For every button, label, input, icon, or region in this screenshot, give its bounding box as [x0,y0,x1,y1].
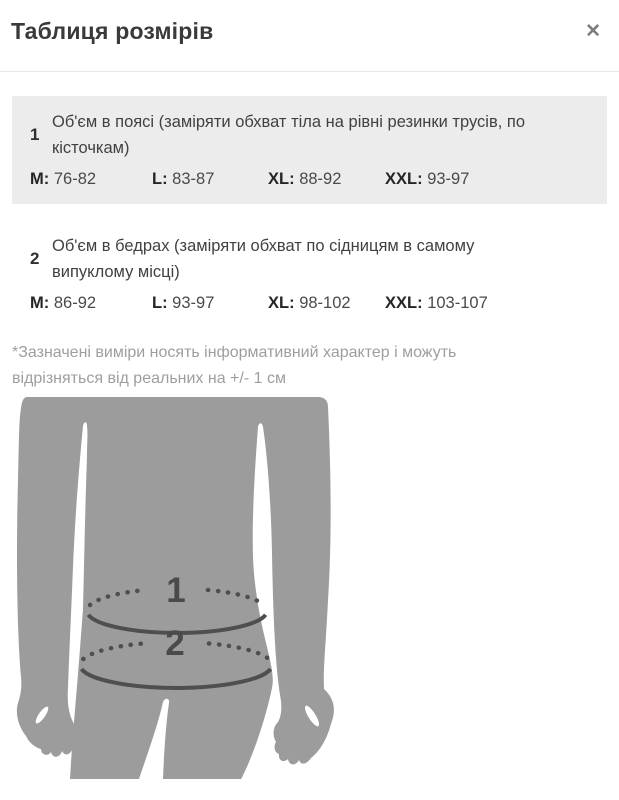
size-cell [385,170,591,189]
measurement-section-waist [12,96,607,204]
page-title: Таблиця розмірів [11,18,214,44]
size-value: 103-107 [427,294,488,312]
measurement-number: 1 [30,125,40,144]
measurement-figure [15,395,338,780]
hip-marker-label: 2 [165,624,185,663]
modal-header [0,0,619,72]
description-line: кісточкам) [52,139,130,157]
size-cell [30,170,152,189]
description-line: Об'єм в бедрах (заміряти обхват по сідницям в самому [52,237,475,255]
size-label: L: [152,170,168,188]
size-value: 86-92 [53,294,97,312]
size-cell [385,294,591,313]
size-label: M: [30,294,50,312]
measurement-section-hips [12,223,607,325]
size-label: XXL: [385,294,423,312]
size-cell [268,170,385,189]
size-label: XL: [268,170,295,188]
disclaimer-text [12,340,607,392]
size-label: L: [152,294,168,312]
size-value: 93-97 [172,294,215,312]
size-label: XL: [268,294,295,312]
size-cell [152,294,268,313]
description-line: випуклому місці) [52,263,180,281]
size-label: XXL: [385,170,423,188]
size-cell [152,170,268,189]
measurement-number: 2 [30,249,40,268]
size-value: 83-87 [172,170,215,188]
size-value: 76-82 [53,170,97,188]
measurement-description [52,233,474,285]
size-label: M: [30,170,50,188]
torso-illustration [15,395,338,780]
disclaimer-line: відрізняться від реальних на +/- 1 см [12,370,286,387]
size-value: 88-92 [299,170,342,188]
size-cell [268,294,385,313]
size-cell [30,294,152,313]
measurement-row [30,233,591,285]
sizes-row [30,170,591,189]
disclaimer-line: *Зазначені виміри носять інформативний характер і можуть [12,344,457,361]
close-icon[interactable]: ✕ [579,16,607,47]
measurement-row [30,109,591,161]
size-value: 93-97 [427,170,470,188]
waist-marker-label: 1 [166,571,186,610]
sizes-row [30,294,591,313]
description-line: Об'єм в поясі (заміряти обхват тіла на рівні резинки трусів, по [52,113,526,131]
size-value: 98-102 [299,294,351,312]
measurement-description [52,109,525,161]
